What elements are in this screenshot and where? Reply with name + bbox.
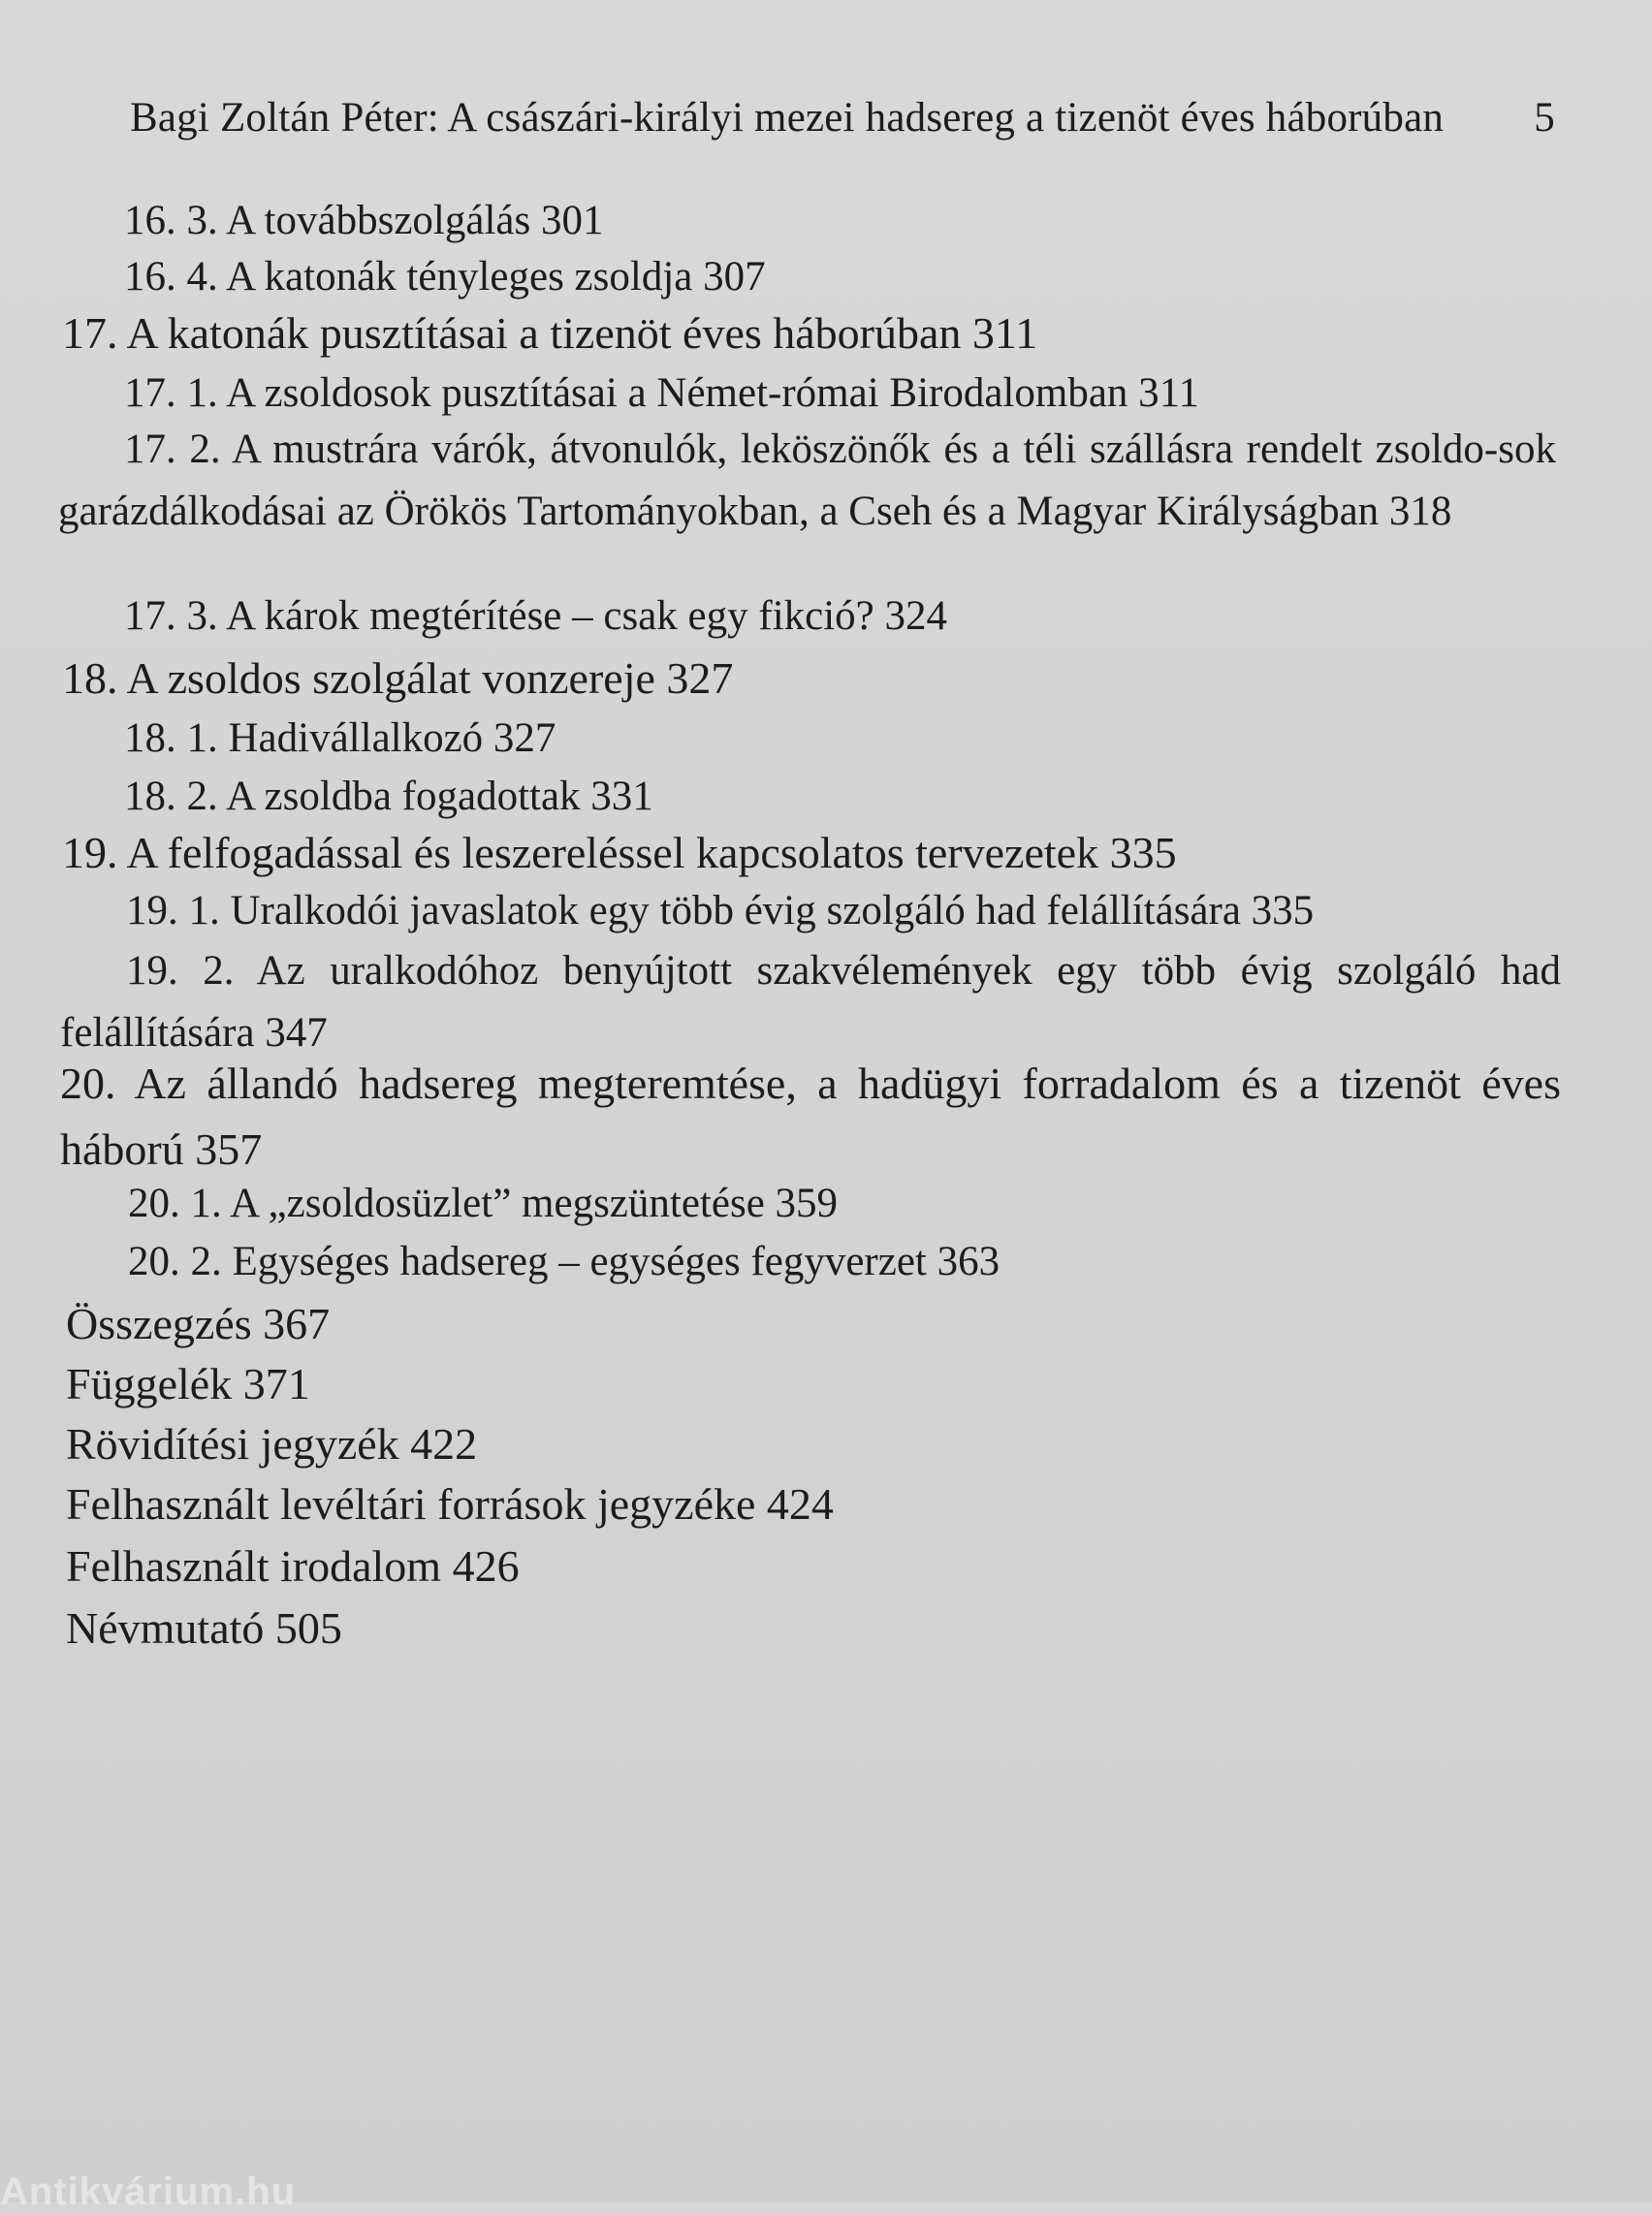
toc-entry-17-1: 17. 1. A zsoldosok pusztításai a Német-római Birodalomban 311 (124, 370, 1200, 416)
toc-entry-fuggelek: Függelék 371 (66, 1359, 310, 1408)
toc-entry-17-3: 17. 3. A károk megtérítése – csak egy fikció? 324 (124, 593, 948, 639)
running-head (130, 93, 1555, 143)
toc-entry-19: 19. A felfogadással és leszereléssel kapcsolatos tervezetek 335 (62, 828, 1177, 877)
toc-entry-17-2: 17. 2. A mustrára várók, átvonulók, leköszönők és a téli szállásra rendelt zsoldo-sok garázdálkodásai az Örökös Tartományokban, a Cseh és a Magyar Királyságban 318 (58, 427, 1556, 534)
toc-entry-17: 17. A katonák pusztításai a tizenöt éves háborúban 311 (62, 308, 1038, 358)
toc-entry-16-4: 16. 4. A katonák tényleges zsoldja 307 (124, 254, 766, 300)
toc-entry-20-2: 20. 2. Egységes hadsereg – egységes fegyverzet 363 (128, 1239, 1001, 1284)
toc-entry-20: 20. Az állandó hadsereg megteremtése, a hadügyi forradalom és a tizenöt éves háború 357 (60, 1059, 1561, 1174)
toc-entry-16-3: 16. 3. A továbbszolgálás 301 (124, 198, 604, 243)
toc-entry-irodalom: Felhasznált irodalom 426 (66, 1541, 520, 1591)
toc-entry-18: 18. A zsoldos szolgálat vonzereje 327 (62, 653, 734, 703)
watermark: Antikvárium.hu (0, 2170, 297, 2213)
toc-entry-rovidites: Rövidítési jegyzék 422 (66, 1419, 478, 1469)
toc-entry-18-1: 18. 1. Hadivállalkozó 327 (124, 715, 556, 761)
toc-entry-19-1: 19. 1. Uralkodói javaslatok egy több évig szolgáló had felállítására 335 (126, 888, 1315, 933)
toc-entry-19-2: 19. 2. Az uralkodóhoz benyújtott szakvélemények egy több évig szolgáló had felállítására 347 (60, 948, 1561, 1056)
page-number: 5 (1534, 95, 1555, 141)
toc-entry-18-2: 18. 2. A zsoldba fogadottak 331 (124, 774, 653, 819)
running-title: Bagi Zoltán Péter: A császári-királyi mezei hadsereg a tizenöt éves háborúban (130, 95, 1445, 141)
toc-entry-leveltari-forrasok: Felhasznált levéltári források jegyzéke 424 (66, 1479, 834, 1529)
toc-entry-20-1: 20. 1. A „zsoldosüzlet” megszüntetése 359 (128, 1181, 839, 1226)
toc-entry-osszegzes: Összegzés 367 (66, 1299, 331, 1348)
toc-entry-nevmutato: Névmutató 505 (66, 1603, 342, 1653)
